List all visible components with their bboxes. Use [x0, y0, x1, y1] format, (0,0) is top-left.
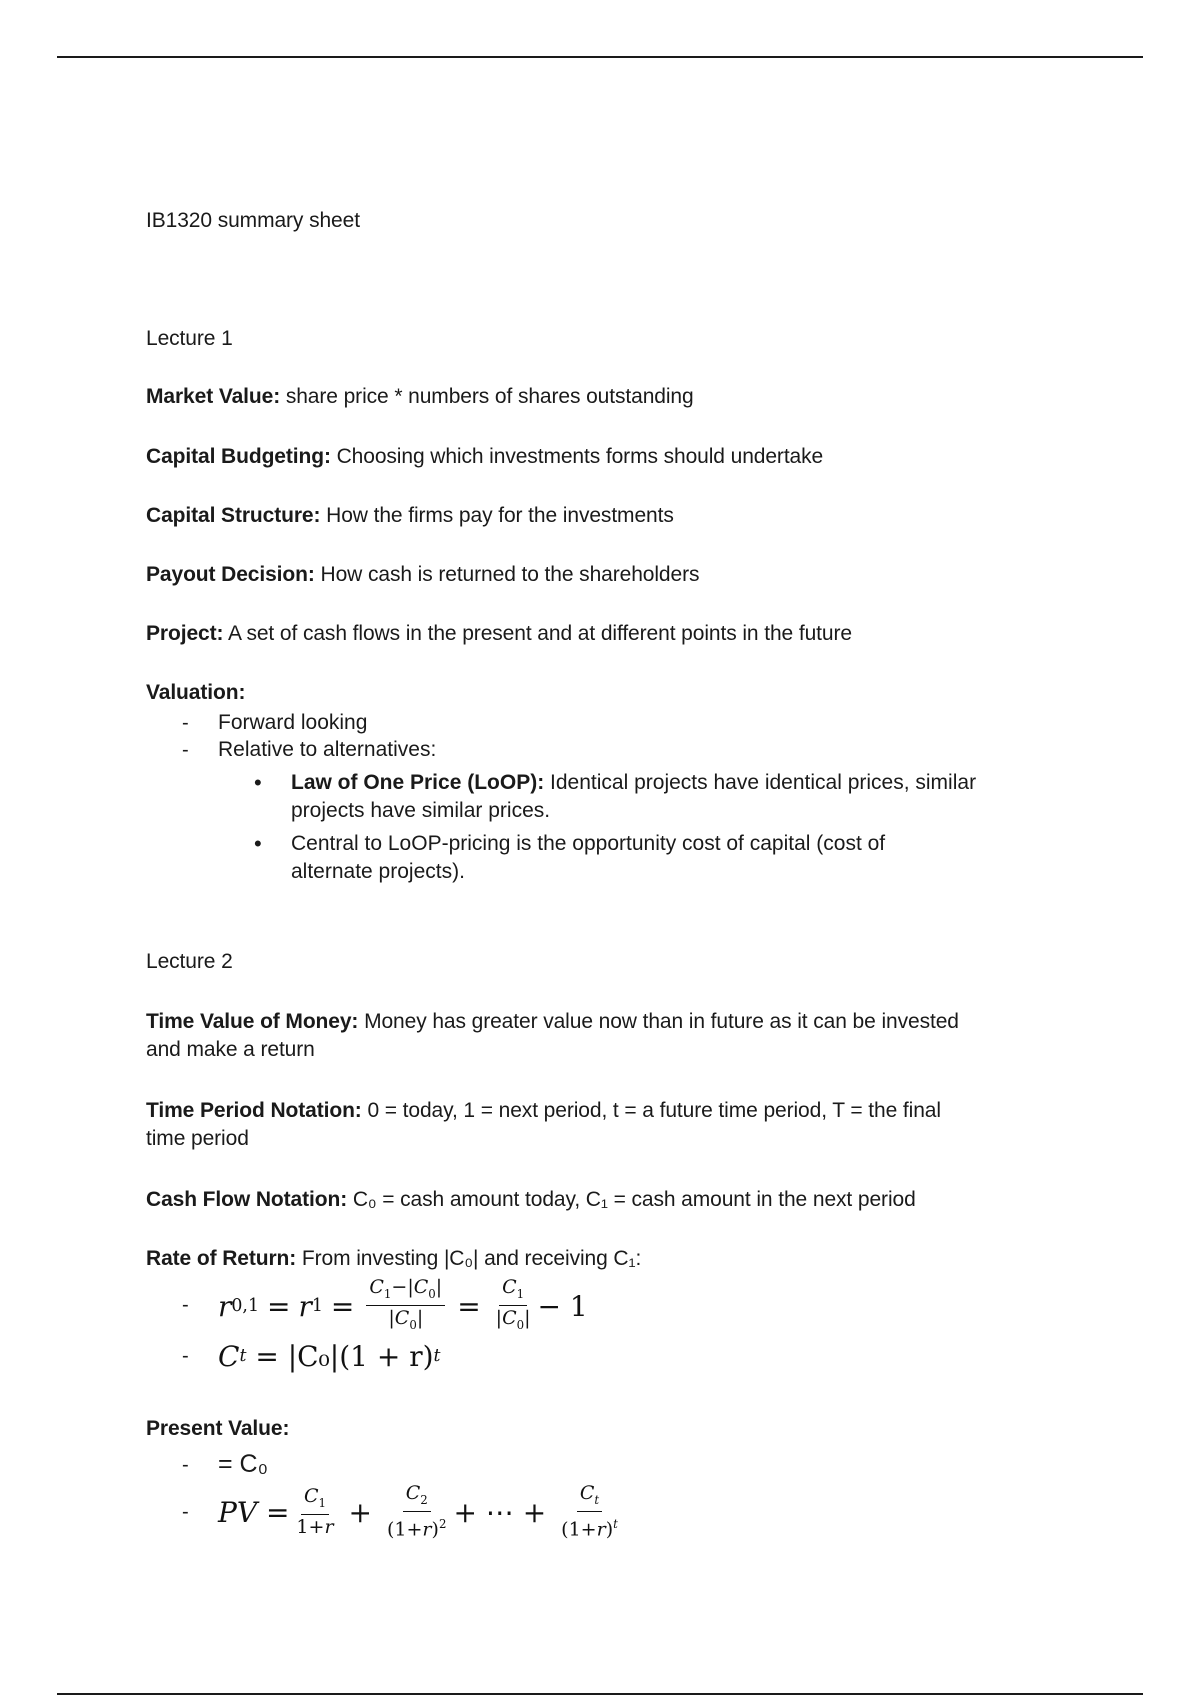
bullet-text: Identical projects have identical prices, similar — [544, 771, 977, 794]
valuation-item-relative: Relative to alternatives: — [218, 738, 437, 761]
ellipsis-terms: + ⋯ + — [453, 1495, 547, 1529]
term: Market Value: — [146, 385, 281, 408]
bullet-icon: • — [254, 770, 262, 795]
document-title: IB1320 summary sheet — [146, 209, 360, 232]
definition-time-period — [146, 1097, 941, 1125]
definition-time-period-line2: time period — [146, 1127, 249, 1150]
fraction: $\frac{C_2}{(1+r)^2}$ — [387, 1482, 447, 1541]
pv-item-c0: = C₀ — [218, 1450, 268, 1478]
definition-market-value — [146, 383, 694, 411]
definition-text: From investing |C₀| and receiving C₁: — [296, 1247, 642, 1270]
lecture-2-heading: Lecture 2 — [146, 950, 233, 973]
present-value-heading — [146, 1415, 289, 1443]
term: Payout Decision: — [146, 563, 315, 586]
dash-marker: - — [182, 1454, 189, 1476]
definition-text: Money has greater value now than in future as it can be invested — [358, 1010, 959, 1033]
term: Present Value: — [146, 1417, 290, 1440]
dash-marker: - — [182, 1345, 189, 1367]
term: Time Value of Money: — [146, 1010, 359, 1033]
formula-future-value: C t = |C₀|(1 + r) t — [218, 1339, 441, 1373]
definition-payout-decision — [146, 561, 699, 589]
definition-capital-structure — [146, 502, 674, 530]
definition-text: A set of cash flows in the present and at different points in the future — [223, 622, 852, 645]
minus-one: − 1 — [537, 1289, 588, 1323]
definition-text: Choosing which investments forms should undertake — [330, 445, 824, 468]
term: Cash Flow Notation: — [146, 1188, 348, 1211]
term: Time Period Notation: — [146, 1099, 362, 1122]
formula-present-value: PV = $\frac{C_1}{1+r}$ + $\frac{C_2}{(1+r)^2}$ + ⋯ + $\frac{C_t}{(1+r)^t}$ — [218, 1482, 625, 1542]
bullet-opportunity-line2: alternate projects). — [291, 860, 465, 883]
fraction: $\frac{C_1}{|C_0|}$ — [495, 1275, 531, 1332]
bullet-opportunity-line1: Central to LoOP-pricing is the opportunity cost of capital (cost of — [291, 832, 886, 855]
term: Capital Structure: — [146, 504, 321, 527]
bullet-loop-line2: projects have similar prices. — [291, 799, 551, 822]
valuation-heading — [146, 679, 245, 707]
definition-text: share price * numbers of shares outstanding — [280, 385, 694, 408]
definition-text: How the firms pay for the investments — [320, 504, 674, 527]
definition-rate-of-return — [146, 1245, 641, 1273]
lecture-1-heading: Lecture 1 — [146, 327, 233, 350]
definition-time-value — [146, 1008, 959, 1036]
term: Rate of Return: — [146, 1247, 297, 1270]
bullet-icon: • — [254, 831, 262, 856]
dash-marker: - — [182, 712, 189, 734]
fraction: $\frac{C_1-|C_0|}{|C_0|}$ — [366, 1276, 445, 1337]
pv-lhs: PV = — [218, 1495, 290, 1529]
bullet-loop-line1 — [291, 769, 976, 797]
ct-rhs: = |C₀|(1 + r) — [255, 1339, 434, 1373]
definition-text: C₀ = cash amount today, C₁ = cash amount in the next period — [347, 1188, 916, 1211]
fraction: $\frac{C_1}{1+r}$ — [296, 1485, 334, 1538]
dash-marker: - — [182, 1294, 189, 1316]
bottom-rule — [57, 1693, 1143, 1695]
dash-marker: - — [182, 1501, 189, 1523]
term: Law of One Price (LoOP): — [291, 771, 545, 794]
fraction: $\frac{C_t}{(1+r)^t}$ — [561, 1482, 618, 1541]
term: Capital Budgeting: — [146, 445, 331, 468]
top-rule — [57, 56, 1143, 58]
math-r: r — [218, 1289, 232, 1323]
definition-text: How cash is returned to the shareholders — [314, 563, 700, 586]
term: Project: — [146, 622, 224, 645]
formula-rate-of-return: r 0,1 = r 1 = $\frac{C_1-|C_0|}{|C_0|}$ = $\frac{C_1}{|C_0|}$ − 1 — [218, 1276, 588, 1336]
definition-cash-flow — [146, 1186, 916, 1214]
definition-capital-budgeting — [146, 443, 823, 471]
term: Valuation: — [146, 681, 246, 704]
dash-marker: - — [182, 739, 189, 761]
definition-time-value-line2: and make a return — [146, 1038, 315, 1061]
valuation-item-forward-looking: Forward looking — [218, 711, 368, 734]
definition-project — [146, 620, 852, 648]
definition-text: 0 = today, 1 = next period, t = a future time period, T = the final — [361, 1099, 941, 1122]
